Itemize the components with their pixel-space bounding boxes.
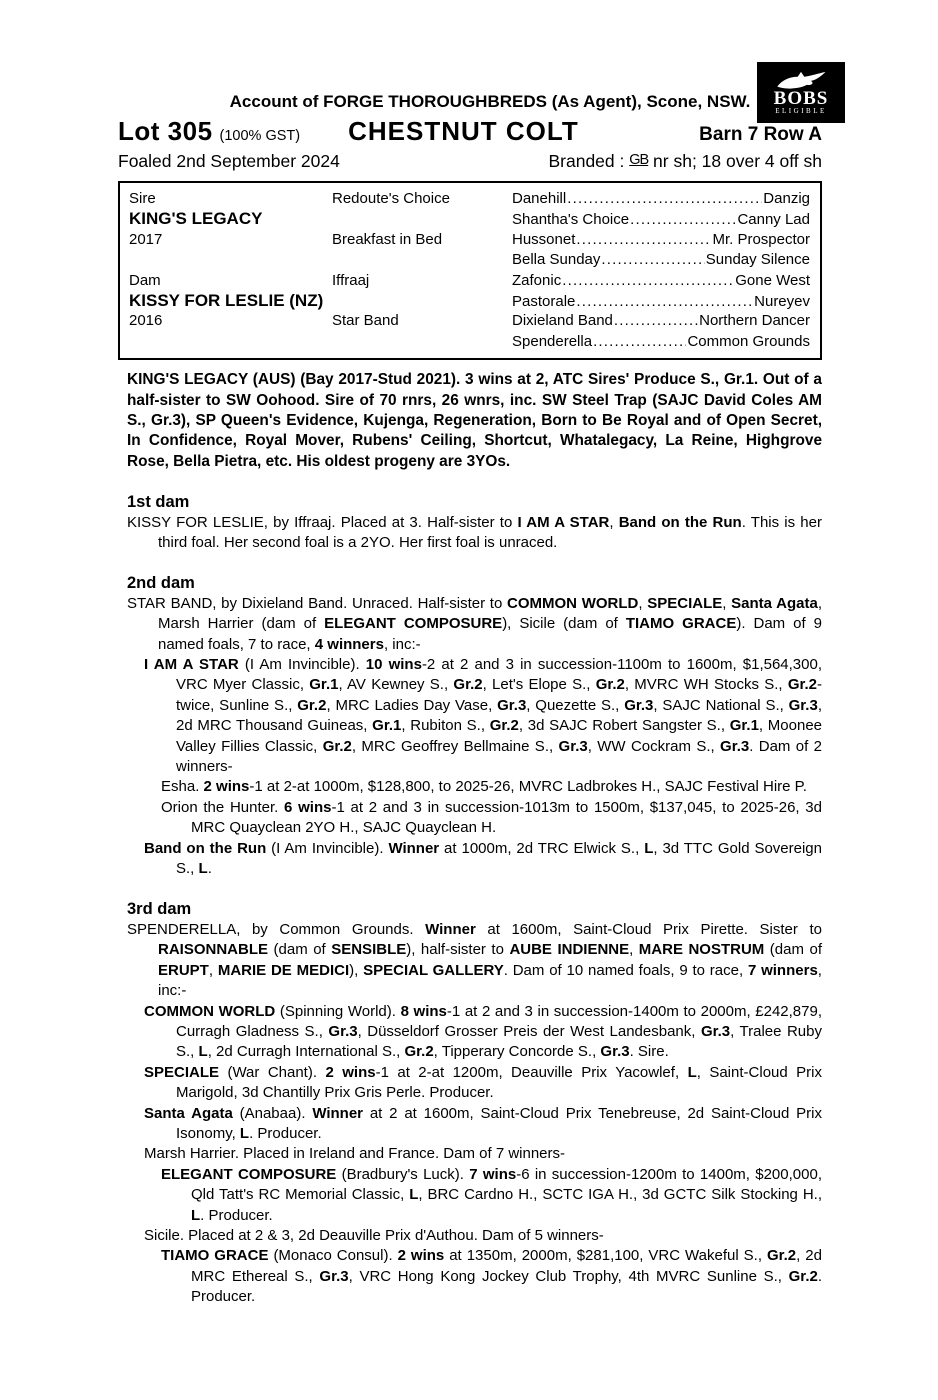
pedigree-text: (Monaco Consul). <box>268 1247 398 1265</box>
pedigree-text: , <box>208 961 218 979</box>
black-type-name: L <box>644 839 654 857</box>
pedigree-text: at 1000m, 2d TRC Elwick S., <box>439 839 645 857</box>
ancestor-name: Nureyev <box>754 292 810 310</box>
horse-head-icon <box>774 71 828 89</box>
black-type-name: I AM A STAR <box>517 513 610 531</box>
pedigree-paragraph <box>127 777 822 797</box>
pedigree-text: Sicile. Placed at 2 & 3, 2d Deauville Prix d'Authou. Dam of 5 winners- <box>144 1226 604 1244</box>
pedigree-paragraph <box>127 798 822 839</box>
black-type-name: Winner <box>425 920 476 938</box>
pedigree-text: , MRC Geoffrey Bellmaine S., <box>351 737 559 755</box>
sire-label: Sire <box>129 190 156 207</box>
black-type-name: L <box>409 1186 419 1204</box>
pedigree-text: at 2 at 1600m, Saint-Cloud Prix Tenebreuse, 2d Saint-Cloud Prix Isonomy, <box>176 1104 822 1142</box>
pedigree-text: , BRC Cardno H., SCTC IGA H., 3d GCTC Silk Stocking H., <box>418 1186 822 1204</box>
brand-mark: GB <box>629 152 649 168</box>
bobs-eligible-badge <box>757 62 845 123</box>
pedigree-text: (dam of <box>764 941 822 959</box>
black-type-name: L <box>687 1063 697 1081</box>
pedigree-text: -twice, Sunline S., <box>176 676 822 714</box>
black-type-name: Winner <box>388 839 440 857</box>
black-type-name: Gr.2 <box>297 696 327 714</box>
pedigree-text: , WW Cockram S., <box>587 737 721 755</box>
pedigree-text: , Marsh Harrier (dam of <box>158 594 822 633</box>
pedigree-gen3-row <box>512 210 810 230</box>
horse-title: CHESTNUT COLT <box>348 116 579 146</box>
pedigree-text: -2 at 2 and 3 in succession-1100m to 1600m, $1,564,300, VRC Myer Classic, <box>176 656 822 694</box>
ancestor-name: Hussonet <box>512 230 576 248</box>
dam-section <box>127 899 822 1307</box>
black-type-name: Gr.3 <box>788 696 818 714</box>
ancestor-name: Shantha's Choice <box>512 211 630 229</box>
black-type-name: L <box>239 1124 250 1142</box>
black-type-name: Gr.3 <box>700 1022 731 1040</box>
pedigree-text: (I Am Invincible). <box>238 656 366 673</box>
black-type-name: Gr.2 <box>788 1267 818 1285</box>
ancestor-name: Dixieland Band <box>512 312 613 330</box>
pedigree-text: ), Sicile (dam of <box>502 615 626 633</box>
black-type-name: MARIE DE MEDICI <box>217 961 350 979</box>
foal-line <box>118 151 822 172</box>
pedigree-paragraph <box>127 920 822 1002</box>
black-type-name: Gr.3 <box>497 696 527 714</box>
dot-leader <box>576 230 711 250</box>
badge-subtitle: ELIGIBLE <box>775 106 827 115</box>
dam-of-dam: Star Band <box>332 312 399 330</box>
black-type-name: SPECIALE <box>144 1063 220 1081</box>
pedigree-text: . This is her third foal. Her second foal is a 2YO. Her first foal is unraced. <box>158 513 822 551</box>
ancestor-name: Gone West <box>735 271 810 289</box>
black-type-name: Winner <box>312 1104 364 1122</box>
pedigree-paragraph <box>127 839 822 880</box>
dot-leader <box>567 189 762 209</box>
black-type-name: ELEGANT COMPOSURE <box>161 1165 337 1183</box>
black-type-name: Gr.3 <box>328 1022 358 1040</box>
gst-note: (100% GST) <box>219 128 301 144</box>
pedigree-paragraph <box>127 655 822 777</box>
black-type-name: 8 wins <box>400 1002 447 1020</box>
dam-heading: 1st dam <box>127 493 190 512</box>
black-type-name: Gr.2 <box>766 1247 797 1265</box>
pedigree-gen3-row <box>512 230 810 250</box>
black-type-name: COMMON WORLD <box>507 594 639 612</box>
pedigree-text: , <box>609 513 619 531</box>
pedigree-text: , Tipperary Concorde S., <box>433 1043 601 1061</box>
pedigree-paragraph <box>127 1246 822 1307</box>
black-type-name: 7 wins <box>469 1165 517 1183</box>
dam-heading: 2nd dam <box>127 574 195 593</box>
pedigree-text: (Bradbury's Luck). <box>336 1165 470 1183</box>
pedigree-text: Marsh Harrier. Placed in Ireland and France. Dam of 7 winners- <box>144 1145 566 1163</box>
black-type-name: Gr.2 <box>404 1043 434 1061</box>
pedigree-text: . Producer. <box>191 1267 822 1306</box>
dot-leader <box>562 271 734 291</box>
dam-year: 2016 <box>129 312 163 330</box>
pedigree-text: , Quezette S., <box>526 696 625 714</box>
black-type-name: ELEGANT COMPOSURE <box>324 615 503 633</box>
pedigree-text: at 1600m, Saint-Cloud Prix Pirette. Sister to <box>475 920 822 938</box>
black-type-name: L <box>191 1206 201 1224</box>
pedigree-text: at 1350m, 2000m, $281,100, VRC Wakeful S., <box>444 1247 767 1265</box>
pedigree-paragraph <box>127 1002 822 1063</box>
ancestor-name: Canny Lad <box>737 211 810 229</box>
pedigree-text: , 2d MRC Ethereal S., <box>191 1247 822 1285</box>
black-type-name: Gr.2 <box>453 676 483 694</box>
pedigree-text: , SAJC National S., <box>653 696 789 714</box>
black-type-name: 2 wins <box>203 778 250 796</box>
dot-leader <box>614 311 698 331</box>
black-type-name: 6 wins <box>284 798 332 816</box>
pedigree-text: ), <box>349 961 364 979</box>
black-type-name: ERUPT <box>158 961 209 979</box>
pedigree-text: , inc:- <box>383 635 421 653</box>
sire-name: KING'S LEGACY <box>129 209 263 229</box>
black-type-name: TIAMO GRACE <box>161 1247 269 1265</box>
black-type-name: AUBE INDIENNE <box>509 941 630 959</box>
pedigree-text: STAR BAND, by Dixieland Band. Unraced. Half-sister to <box>127 594 508 612</box>
ancestor-name: Danehill <box>512 190 567 207</box>
black-type-name: 4 winners <box>314 635 384 653</box>
pedigree-text: , MRC Ladies Day Vase, <box>326 696 498 714</box>
branded-info <box>548 151 822 172</box>
lot-number: Lot 305 <box>118 116 213 146</box>
black-type-name: I AM A STAR <box>144 656 239 673</box>
black-type-name: Gr.2 <box>787 676 817 694</box>
pedigree-text: . Dam of 2 winners- <box>176 737 823 776</box>
black-type-name: Gr.1 <box>309 676 339 694</box>
pedigree-text: (Spinning World). <box>275 1002 401 1020</box>
black-type-name: Gr.3 <box>319 1267 349 1285</box>
black-type-name: SENSIBLE <box>331 941 407 959</box>
pedigree-text-column <box>127 370 822 1307</box>
lot-line <box>118 116 822 147</box>
ancestor-name: Zafonic <box>512 271 562 289</box>
black-type-name: Gr.1 <box>372 717 402 735</box>
sire-description: KING'S LEGACY (AUS) (Bay 2017-Stud 2021). 3 wins at 2, ATC Sires' Produce S., Gr.1. Out of a half-sister to SW Oohood. Sire of 70 rnrs, 26 wnrs, inc. SW Steel Trap (SAJC David Coles AM S., Gr.3), SP Queen's Evidence, Kujenga, Regeneration, Born to Be Royal and of Open Secret, In Confidence, Royal Mover, Rubens' Ceiling, Shortcut, Whatalegacy, La Reine, Highgrove Rose, Bella Pietra, etc. His oldest progeny are 3YOs. <box>127 371 822 470</box>
pedigree-gen3-row <box>512 311 810 331</box>
pedigree-text: . Producer. <box>200 1206 273 1224</box>
pedigree-text: , Moonee Valley Fillies Classic, <box>176 717 823 755</box>
pedigree-text: , <box>722 594 732 612</box>
dam-sections <box>127 492 822 1307</box>
pedigree-text: , 2d MRC Thousand Guineas, <box>176 696 822 735</box>
barn-location: Barn 7 Row A <box>699 124 822 145</box>
ancestor-name: Pastorale <box>512 292 576 310</box>
pedigree-text: , 2d Curragh International S., <box>207 1043 405 1061</box>
black-type-name: SPECIALE <box>647 594 723 612</box>
dam-of-sire: Breakfast in Bed <box>332 230 443 248</box>
pedigree-text: , 3d SAJC Robert Sangster S., <box>518 717 730 735</box>
black-type-name: Santa Agata <box>144 1104 233 1122</box>
black-type-name: COMMON WORLD <box>144 1002 276 1020</box>
black-type-name: Santa Agata <box>731 594 818 612</box>
dam-name: KISSY FOR LESLIE (NZ) <box>129 290 324 310</box>
black-type-name: 2 wins <box>325 1063 376 1081</box>
pedigree-text: , inc:- <box>158 961 822 1000</box>
black-type-name: 10 wins <box>365 656 422 673</box>
pedigree-text: -1 at 2 and 3 in succession-1400m to 2000m, £242,879, Curragh Gladness S., <box>176 1002 822 1040</box>
black-type-name: Gr.3 <box>720 737 750 755</box>
black-type-name: RAISONNABLE <box>158 941 269 959</box>
black-type-name: L <box>198 1043 208 1061</box>
pedigree-paragraph <box>127 1226 822 1246</box>
dot-leader <box>601 250 704 270</box>
black-type-name: L <box>198 860 208 878</box>
pedigree-gen3-row <box>512 271 810 291</box>
pedigree-text: , Tralee Ruby S., <box>176 1022 822 1061</box>
pedigree-text: Esha. <box>161 778 204 796</box>
pedigree-text: (War Chant). <box>219 1063 326 1081</box>
black-type-name: 7 winners <box>747 961 818 979</box>
black-type-name: SPECIAL GALLERY <box>363 961 504 979</box>
pedigree-text: , Rubiton S., <box>401 717 490 735</box>
foaled-date: Foaled 2nd September 2024 <box>118 151 340 171</box>
dam-section <box>127 573 822 879</box>
pedigree-text: SPENDERELLA, by Common Grounds. <box>127 920 426 938</box>
sire-of-sire: Redoute's Choice <box>332 190 450 207</box>
ancestor-name: Northern Dancer <box>699 312 810 330</box>
black-type-name: Band on the Run <box>618 513 742 531</box>
pedigree-text: . Dam of 10 named foals, 9 to race, <box>503 961 748 979</box>
pedigree-text: , Let's Elope S., <box>482 676 596 694</box>
pedigree-text: ). Dam of 9 named foals, 7 to race, <box>158 615 823 653</box>
pedigree-text: , <box>629 941 639 959</box>
pedigree-text: Orion the Hunter. <box>161 798 285 816</box>
black-type-name: 2 wins <box>397 1247 445 1265</box>
pedigree-text: , MVRC WH Stocks S., <box>624 676 788 694</box>
pedigree-paragraph <box>127 1104 822 1145</box>
ancestor-name: Mr. Prospector <box>712 230 810 248</box>
ancestor-name: Spenderella <box>512 332 593 350</box>
pedigree-text: KISSY FOR LESLIE, by Iffraaj. Placed at 3. Half-sister to <box>127 513 518 531</box>
pedigree-text: , <box>638 594 648 612</box>
pedigree-table <box>118 181 822 360</box>
pedigree-paragraph <box>127 1063 822 1104</box>
pedigree-gen3-row <box>512 250 810 270</box>
pedigree-text: ), half-sister to <box>406 941 510 959</box>
branded-prefix: Branded : <box>548 151 630 171</box>
ancestor-name: Bella Sunday <box>512 251 601 269</box>
pedigree-paragraph <box>127 513 822 554</box>
black-type-name: Gr.3 <box>600 1043 630 1061</box>
badge-title: BOBS <box>773 87 829 109</box>
pedigree-text: . Producer. <box>249 1124 322 1142</box>
pedigree-gen3-row <box>512 189 810 209</box>
sire-year: 2017 <box>129 230 163 248</box>
pedigree-text: . <box>207 860 212 878</box>
account-line: Account of FORGE THOROUGHBREDS (As Agent), Scone, NSW. <box>229 92 751 111</box>
dot-leader <box>630 210 736 230</box>
pedigree-text: -1 at 2-at 1000m, $128,800, to 2025-26, MVRC Ladbrokes H., SAJC Festival Hire P. <box>249 778 807 796</box>
pedigree-text: , Saint-Cloud Prix Marigold, 3d Chantilly Prix Gris Perle. Producer. <box>176 1063 822 1102</box>
pedigree-gen3-row <box>512 332 810 352</box>
black-type-name: Gr.1 <box>729 717 759 735</box>
black-type-name: Gr.3 <box>558 737 588 755</box>
dot-leader <box>576 292 753 312</box>
pedigree-text: , AV Kewney S., <box>338 676 454 694</box>
black-type-name: TIAMO GRACE <box>625 615 737 633</box>
dam-label: Dam <box>129 271 161 289</box>
dam-section <box>127 492 822 553</box>
ancestor-name: Danzig <box>763 190 810 207</box>
pedigree-text: , Düsseldorf Grosser Preis der West Landesbank, <box>357 1022 701 1040</box>
pedigree-text: -6 in succession-1200m to 1400m, $200,000, Qld Tatt's RC Memorial Classic, <box>191 1165 822 1204</box>
dam-heading: 3rd dam <box>127 900 192 919</box>
pedigree-gen3-row <box>512 292 810 312</box>
ancestor-name: Common Grounds <box>687 332 810 350</box>
pedigree-text: (I Am Invincible). <box>266 839 389 857</box>
black-type-name: Gr.3 <box>624 696 654 714</box>
black-type-name: Band on the Run <box>144 839 267 857</box>
pedigree-paragraph <box>127 1144 822 1164</box>
pedigree-text: (Anabaa). <box>232 1104 313 1122</box>
black-type-name: Gr.2 <box>489 717 519 735</box>
pedigree-text: -1 at 2 and 3 in succession-1013m to 1500m, $137,045, to 2025-26, 3d MRC Quayclean 2YO H., SAJC Quayclean H. <box>191 798 822 837</box>
black-type-name: MARE NOSTRUM <box>638 941 765 959</box>
pedigree-text: , VRC Hong Kong Jockey Club Trophy, 4th MVRC Sunline S., <box>348 1267 789 1285</box>
pedigree-paragraph <box>127 594 822 655</box>
branded-suffix: nr sh; 18 over 4 off sh <box>648 151 822 171</box>
pedigree-text: , 3d TTC Gold Sovereign S., <box>176 839 822 878</box>
pedigree-paragraph <box>127 1165 822 1226</box>
dot-leader <box>593 332 686 352</box>
pedigree-text: (dam of <box>268 941 332 959</box>
ancestor-name: Sunday Silence <box>705 251 810 269</box>
pedigree-text: -1 at 2-at 1200m, Deauville Prix Yacowlef, <box>375 1063 688 1081</box>
pedigree-text: . Sire. <box>629 1043 669 1061</box>
black-type-name: Gr.2 <box>595 676 625 694</box>
black-type-name: Gr.2 <box>322 737 352 755</box>
sire-of-dam: Iffraaj <box>332 271 370 289</box>
